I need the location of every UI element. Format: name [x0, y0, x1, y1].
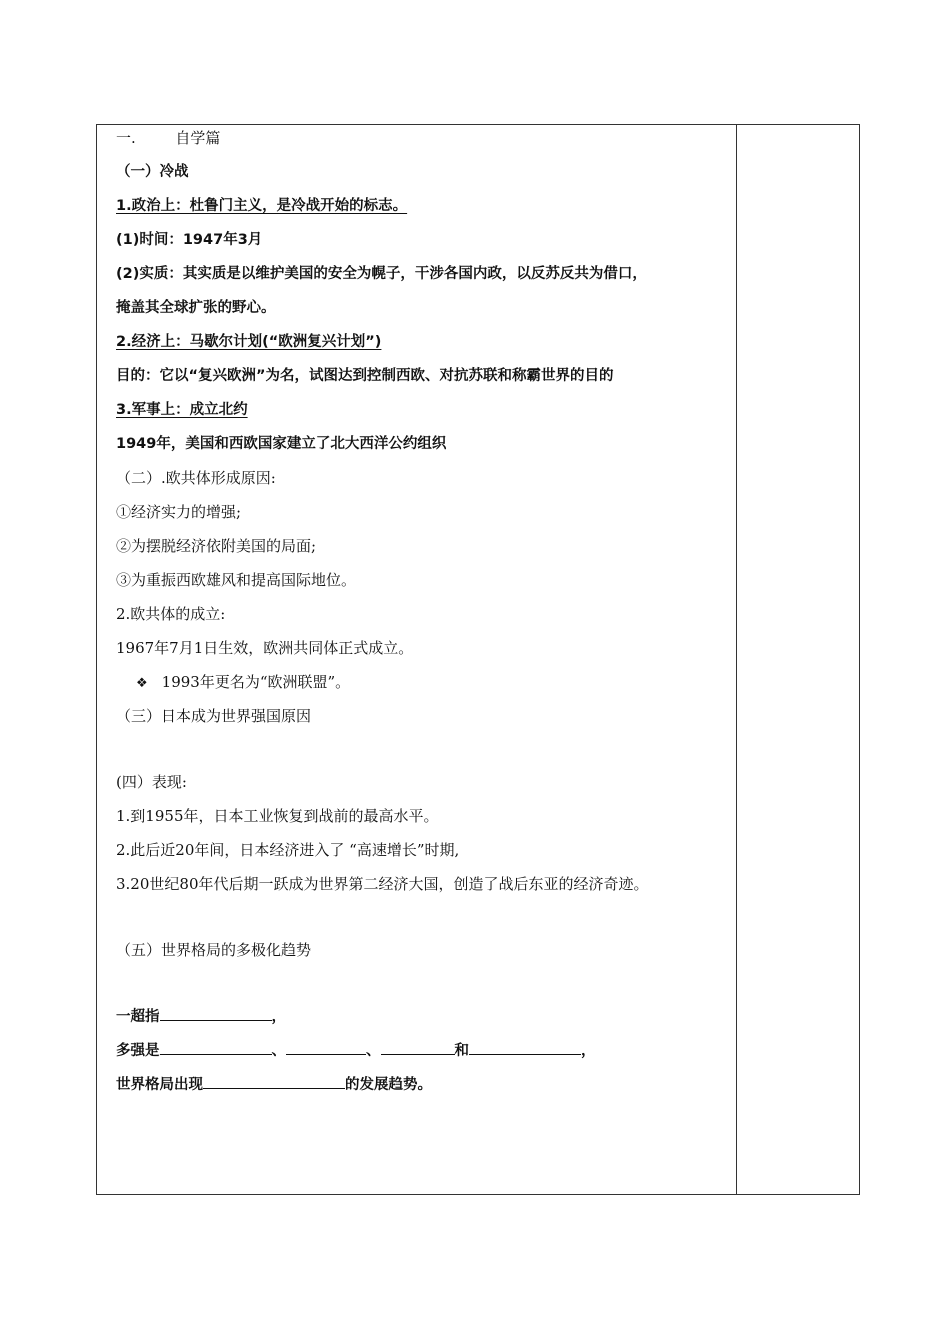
subheading-cold-war: （一）冷战 — [116, 164, 189, 180]
subheading-multipolar: （五）世界格局的多极化趋势 — [116, 941, 312, 959]
military-point: 3.军事上：成立北约 — [116, 402, 248, 418]
essence-point: (2)实质：其实质是以维护美国的安全为幌子，干涉各国内政，以反苏反共为借口， — [116, 266, 647, 282]
economic-point: 2.经济上：马歇尔计划(“欧洲复兴计划”) — [116, 334, 382, 350]
ec-founding-heading: 2.欧共体的成立: — [116, 605, 226, 623]
eu-rename-item — [136, 672, 350, 694]
performance-item-1: 1.到1955年，日本工业恢复到战前的最高水平。 — [116, 807, 439, 825]
fill-punct: ， — [271, 1009, 286, 1025]
section-number: 一. — [116, 129, 136, 147]
fill-punct: ， — [581, 1043, 596, 1059]
fill-label: 和 — [454, 1043, 469, 1059]
fill-punct: 、 — [366, 1043, 381, 1059]
section-heading — [116, 128, 220, 148]
worksheet-table — [96, 124, 860, 1195]
blank-power-2[interactable] — [286, 1040, 366, 1055]
fill-label: 的发展趋势。 — [345, 1077, 432, 1093]
performance-item-3: 3.20世纪80年代后期一跃成为世界第二经济大国，创造了战后东亚的经济奇迹。 — [116, 875, 649, 893]
reason-item-2: ②为摆脱经济依附美国的局面; — [116, 537, 317, 555]
eu-rename-text: 1993年更名为“欧洲联盟”。 — [161, 673, 351, 691]
time-point: (1)时间：1947年3月 — [116, 232, 263, 248]
diamond-bullet-icon: ❖ — [136, 676, 148, 691]
performance-item-2: 2.此后近20年间，日本经济进入了 “高速增长”时期, — [116, 841, 460, 859]
political-point: 1.政治上：杜鲁门主义，是冷战开始的标志。 — [116, 198, 408, 214]
purpose-point: 目的：它以“复兴欧洲”为名，试图达到控制西欧、对抗苏联和称霸世界的目的 — [116, 368, 614, 384]
fill-label: 世界格局出现 — [116, 1077, 203, 1093]
blank-trend[interactable] — [203, 1074, 345, 1089]
reason-item-3: ③为重振西欧雄风和提高国际地位。 — [116, 571, 357, 589]
blank-power-4[interactable] — [469, 1040, 581, 1055]
subheading-ec-reasons: （二）.欧共体形成原因: — [116, 469, 276, 487]
reason-item-1: ①经济实力的增强; — [116, 503, 242, 521]
blank-superpower[interactable] — [160, 1006, 272, 1021]
table-column-divider — [736, 124, 737, 1195]
subheading-performance: (四）表现: — [116, 773, 187, 791]
fill-in-superpower — [116, 1006, 286, 1027]
subheading-japan-reasons: （三）日本成为世界强国原因 — [116, 707, 312, 725]
fill-in-powers — [116, 1040, 596, 1061]
fill-label: 多强是 — [116, 1043, 160, 1059]
fill-label: 一超指 — [116, 1009, 160, 1025]
section-title: 自学篇 — [175, 129, 221, 147]
essence-point-cont: 掩盖其全球扩张的野心。 — [116, 300, 276, 316]
fill-in-trend — [116, 1074, 432, 1095]
fill-punct: 、 — [271, 1043, 286, 1059]
blank-power-3[interactable] — [381, 1040, 455, 1055]
nato-point: 1949年，美国和西欧国家建立了北大西洋公约组织 — [116, 436, 447, 452]
ec-founding-date: 1967年7月1日生效，欧洲共同体正式成立。 — [116, 639, 414, 657]
blank-power-1[interactable] — [160, 1040, 272, 1055]
